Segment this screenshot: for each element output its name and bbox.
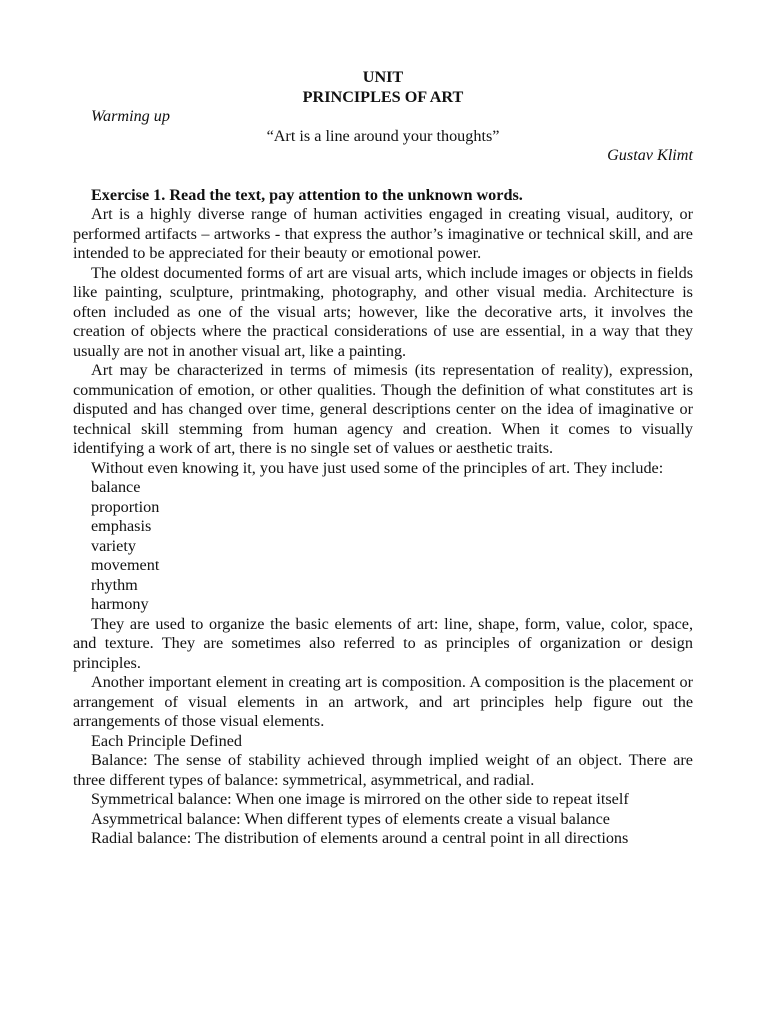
balance-type-item: Asymmetrical balance: When different types of elements create a visual balance — [91, 809, 610, 828]
section-subheading: Each Principle Defined — [91, 731, 243, 750]
unit-label: UNIT — [362, 68, 404, 86]
list-item: rhythm — [91, 575, 138, 594]
list-item: movement — [91, 556, 160, 574]
paragraph: Another important element in creating art is composition. A composition is the placement or arrangement of visual elements in an artwork, and art principles help figure out the arrangements of those visual elements. — [73, 673, 693, 730]
paragraph: Without even knowing it, you have just used some of the principles of art. They include: — [91, 458, 664, 477]
paragraph: Art may be characterized in terms of mimesis (its representation of reality), expression, communication of emotion, or other qualities. Though the definition of what constitutes art is disputed and has changed over time, general descriptions center on the idea of imaginative or technical skill stemming from human agency and creation. When it comes to visually identifying a work of art, there is no single set of values or aesthetic traits. — [73, 361, 693, 457]
paragraph: They are used to organize the basic elements of art: line, shape, form, value, color, space, and texture. They are sometimes also referred to as principles of organization or design principles. — [73, 614, 693, 672]
epigraph-author: Gustav Klimt — [607, 146, 693, 164]
page-title: PRINCIPLES OF ART — [302, 87, 464, 106]
paragraph: Art is a highly diverse range of human activities engaged in creating visual, auditory, or performed artifacts – artworks - that express the author’s imaginative or technical skill, and are intended to be appreciated for their beauty or emotional power. — [73, 205, 693, 262]
document-page — [73, 68, 693, 849]
balance-definition: Balance: The sense of stability achieved through implied weight of an object. There are three different types of balance: symmetrical, asymmetrical, and radial. — [73, 751, 693, 789]
paragraph: The oldest documented forms of art are visual arts, which include images or objects in fields like painting, sculpture, printmaking, photography, and other visual media. Architecture is often included as one of the visual arts; however, like the decorative arts, it involves the creation of objects where the practical considerations of use are essential, in a way that they usually are not in another visual art, like a painting. — [73, 263, 693, 360]
list-item: harmony — [91, 595, 149, 613]
principles-list — [73, 478, 693, 615]
list-item: variety — [91, 536, 136, 555]
balance-type-item: Radial balance: The distribution of elements around a central point in all directions — [91, 829, 629, 847]
exercise-title: Exercise 1. Read the text, pay attention to the unknown words. — [91, 185, 523, 204]
list-item: balance — [91, 478, 141, 496]
warming-up-label: Warming up — [91, 107, 170, 125]
list-item: proportion — [91, 497, 160, 516]
balance-type-item: Symmetrical balance: When one image is mirrored on the other side to repeat itself — [91, 790, 629, 808]
epigraph-quote: “Art is a line around your thoughts” — [266, 126, 500, 145]
list-item: emphasis — [91, 517, 152, 535]
